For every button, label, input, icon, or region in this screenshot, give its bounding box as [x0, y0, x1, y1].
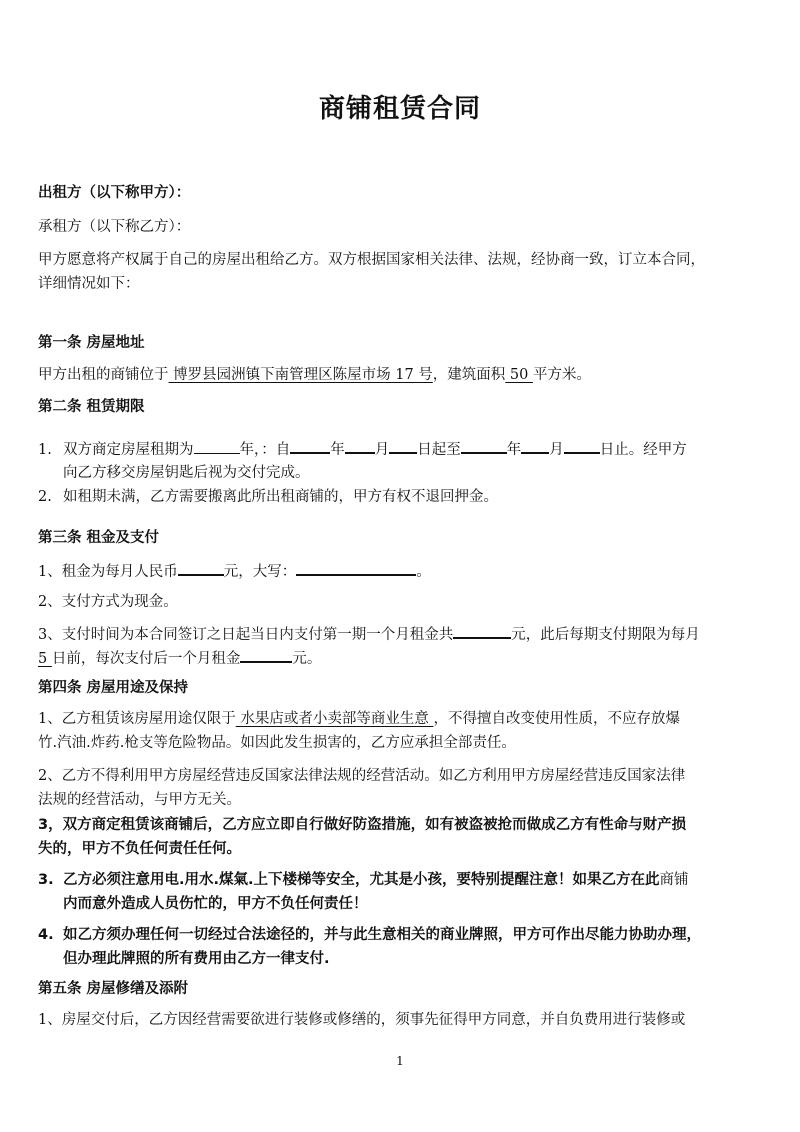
start-year-blank: [290, 437, 330, 454]
article-2-item-1: [38, 437, 764, 462]
article-4-p1-cont: 竹.汽油.炸药.枪支等危险物品。如因此发生损害的，乙方应承担全部责任。: [38, 735, 516, 751]
permitted-use: 水果店或者小卖部等商业生意: [235, 711, 434, 727]
article-3-p3-cont: [38, 646, 764, 671]
usage-restriction-text: ，不得擅自改变使用性质，不应存放爆: [433, 711, 680, 727]
document-title: 商铺租赁合同: [318, 94, 481, 124]
first-payment-text: 3、支付时间为本合同签订之日起当日内支付第一期一个月租金共: [38, 627, 454, 643]
article-5-heading: 第五条 房屋修缮及添附: [38, 981, 189, 997]
monthly-rent-text: 1、租金为每月人民币: [38, 564, 178, 580]
article-1-heading: 第一条 房屋地址: [38, 335, 145, 351]
article-4-p5-cont: 但办理此牌照的所有费用由乙方一律支付.: [63, 951, 330, 967]
first-payment-blank: [453, 622, 511, 639]
article-2-item-1-cont: 向乙方移交房屋钥匙后视为交付完成。: [63, 465, 310, 481]
monthly-rent-blank: [178, 559, 224, 576]
lessor-label: 出租方（以下称甲方）：: [38, 185, 191, 201]
lessee-label: 承租方（以下称乙方）：: [38, 219, 191, 235]
art1-mid: ，建筑面积: [432, 367, 506, 383]
start-day-blank: [389, 437, 417, 454]
year-label: 年: [330, 442, 345, 458]
intro-line-2: 详细情况如下：: [38, 276, 140, 292]
floor-area: 50: [505, 367, 533, 383]
article-4-p3-line-2: 失的，甲方不负任何责任任何。: [38, 841, 241, 857]
article-4-p4: [38, 868, 764, 892]
lessor-line: [38, 181, 764, 205]
yuan-label: 元。: [292, 651, 322, 667]
article-2-heading: 第二条 租赁期限: [38, 399, 145, 415]
item-number: 3.: [38, 872, 54, 888]
item-number: 4.: [38, 927, 54, 943]
usage-text: 1、乙方租赁该房屋用途仅限于: [38, 711, 236, 727]
period-mark: 。: [416, 564, 431, 580]
article-4-p3-line-1: 3，双方商定租赁该商铺后，乙方应立即自行做好防盗措施，如有被盗被抢而做成乙方有性命与财产损: [38, 817, 687, 833]
intro-line-1: 甲方愿意将产权属于自己的房屋出租给乙方。双方根据国家相关法律、法规，经协商一致，订立本合同，: [38, 252, 705, 268]
lessee-line: [38, 215, 764, 239]
monthly-payment-text: 日前，每次支付后一个月租金: [51, 651, 241, 667]
month-label: 月: [374, 442, 390, 458]
article-4-p5: [38, 923, 764, 947]
article-1-text: [38, 363, 764, 387]
article-4-p2-line-2: 法规的经营活动，与甲方无关。: [38, 792, 241, 808]
safety-notice-text: 乙方必须注意用电.用水.煤氣.上下楼梯等安全，尤其是小孩，要特别提醒注意！如果乙方在此: [63, 872, 660, 888]
early-termination-text: 如租期未满，乙方需要搬离此所出租商铺的，甲方有权不退回押金。: [63, 489, 498, 505]
end-year-blank: [461, 437, 507, 454]
article-3-p2: 2、支付方式为现金。: [38, 594, 178, 610]
lease-term-text: 双方商定房屋租期为: [63, 442, 194, 458]
article-2-item-2: [38, 485, 764, 509]
item-number: 1.: [38, 442, 52, 458]
shop-address: 博罗县园洲镇下南管理区陈屋市场 17 号: [168, 367, 433, 383]
start-month-blank: [345, 437, 375, 454]
lease-end-text: 日止。经甲方: [599, 442, 687, 458]
lease-to-text: 日起至: [417, 442, 461, 458]
monthly-payment-blank: [240, 646, 292, 663]
payment-deadline-text: 元，此后每期支付期限为每月: [511, 627, 700, 643]
article-3-p3: [38, 622, 764, 647]
lease-from-text: 年，：自: [239, 442, 291, 458]
amount-in-words-blank: [296, 559, 416, 576]
art1-post: 平方米。: [532, 367, 591, 383]
month-label: 月: [549, 442, 564, 458]
year-label: 年: [506, 442, 522, 458]
article-5-p1: 1、房屋交付后，乙方因经营需要欲进行装修或修缮的，须事先征得甲方同意，并自负费用进行装修或: [38, 1012, 686, 1028]
shop-word: 商铺: [659, 872, 689, 888]
amount-in-words-text: 元，大写：: [223, 564, 297, 580]
end-day-blank: [564, 437, 600, 454]
item-number: 2.: [38, 489, 52, 505]
article-4-p4-cont: 内而意外造成人员伤忙的，甲方不负任何责任！: [63, 896, 368, 912]
end-month-blank: [521, 437, 549, 454]
article-3-p1: [38, 559, 764, 584]
article-4-p2-line-1: 2、乙方不得利用甲方房屋经营违反国家法律法规的经营活动。如乙方利用甲方房屋经营违反国家法律: [38, 768, 686, 784]
article-4-p1: [38, 707, 764, 731]
art1-pre: 甲方出租的商铺位于: [38, 367, 169, 383]
article-4-heading: 第四条 房屋用途及保持: [38, 680, 189, 696]
lease-years-blank: [194, 438, 240, 454]
license-text: 如乙方须办理任何一切经过合法途径的，并与此生意相关的商业牌照，甲方可作出尽能力协助办理，: [63, 927, 701, 943]
payment-day: 5: [38, 651, 52, 667]
article-3-heading: 第三条 租金及支付: [38, 530, 160, 546]
page-number: 1: [396, 1054, 404, 1068]
